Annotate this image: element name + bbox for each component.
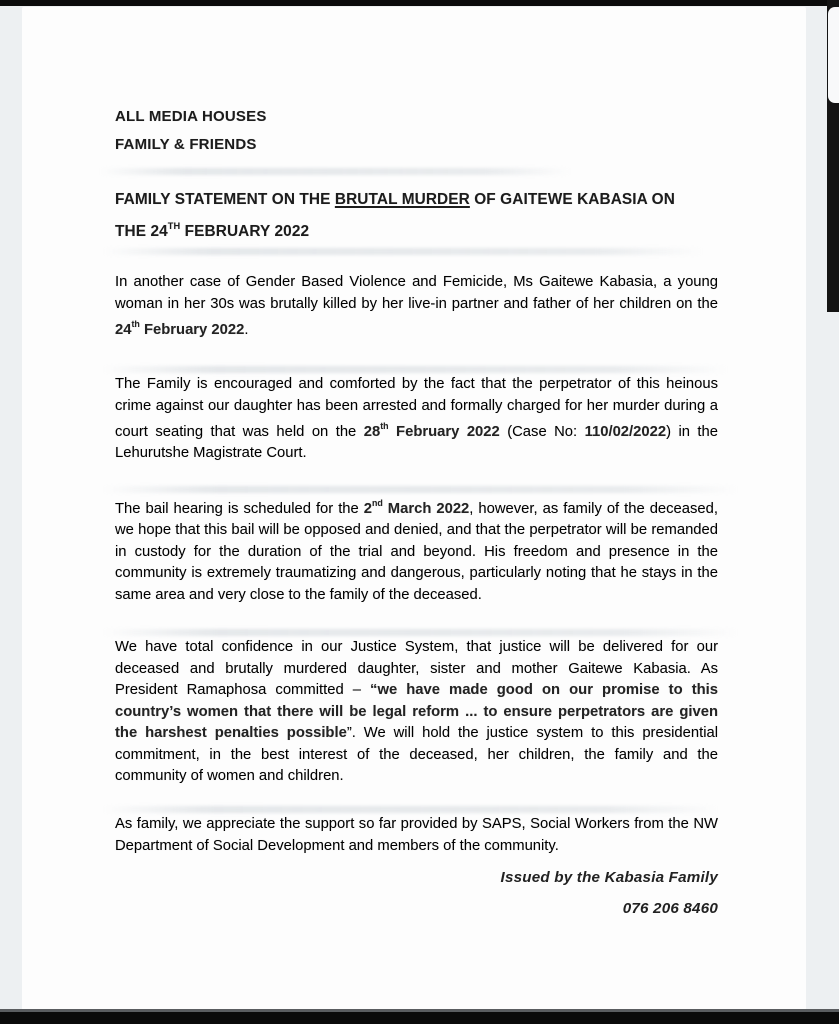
contact-phone: 076 206 8460	[622, 900, 718, 917]
recipient-line-family: FAMILY & FRIENDS	[115, 136, 257, 153]
recipients-block	[115, 103, 718, 159]
bottom-photo-edge-bar	[0, 1009, 839, 1024]
issued-by-line: Issued by the Kabasia Family	[500, 869, 718, 886]
statement-title: FAMILY STATEMENT ON THE BRUTAL MURDER OF GAITEWE KABASIA ON THE 24TH FEBRUARY 2022	[115, 191, 675, 240]
paragraph-arrest: The Family is encouraged and comforted by the fact that the perpetrator of this heinous crime against our daughter has been arrested and formally charged for her murder during a court seating that was held on the 28th February 2022 (Case No: 110/02/2022) in the Lehurutshe Magistrate Court.	[115, 376, 718, 462]
signoff-block	[115, 862, 718, 924]
paragraph-thanks: As family, we appreciate the support so far provided by SAPS, Social Workers from the NW Department of Social Development and members of the community.	[115, 816, 718, 854]
top-photo-edge-bar	[0, 0, 839, 6]
paragraph-bail-hearing: The bail hearing is scheduled for the 2nd March 2022, however, as family of the deceased, we hope that this bail will be opposed and denied, and that the perpetrator will be remanded in custody for the duration of the trial and beyond. His freedom and presence in the community is extremely traumatizing and dangerous, particularly noting that he stays in the same area and very close to the family of the deceased.	[115, 498, 718, 603]
scrollbar-thumb[interactable]	[828, 7, 839, 103]
paragraph-justice-system: We have total confidence in our Justice System, that justice will be delivered for our deceased and brutally murdered daughter, sister and mother Gaitewe Kabasia. As President Ramaphosa committed – “we have made good on our promise to this country’s women that there will be legal reform ... to ensure perpetrators are given the harshest penalties possible”. We will hold the justice system to this presidential commitment, in the best interest of the deceased, her children, the family and the community of women and children.	[115, 639, 718, 784]
recipient-line-media: ALL MEDIA HOUSES	[115, 108, 267, 125]
paragraph-incident: In another case of Gender Based Violence and Femicide, Ms Gaitewe Kabasia, a young woman in her 30s was brutally killed by her live-in partner and father of her children on the 24th February 2022.	[115, 274, 718, 338]
